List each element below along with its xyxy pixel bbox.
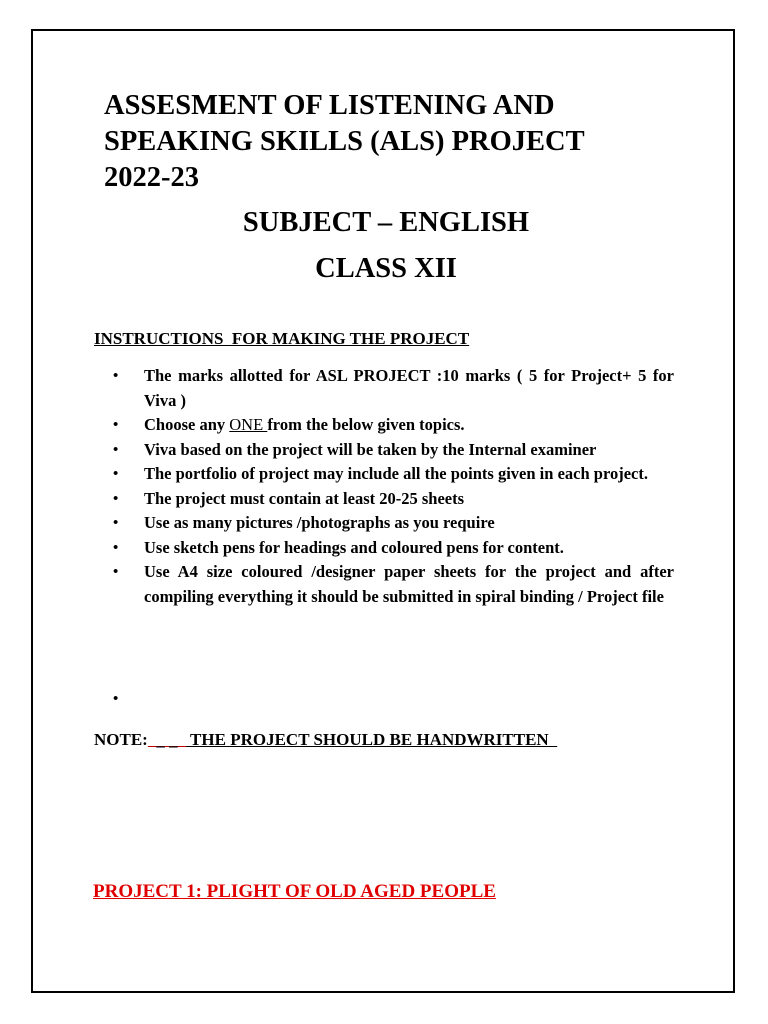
- instruction-text: The marks allotted for ASL PROJECT :10 marks ( 5 for Project+ 5 for Viva ): [144, 366, 674, 410]
- list-item: [113, 364, 674, 413]
- note-label: NOTE:: [94, 730, 148, 749]
- list-item: [113, 438, 674, 463]
- instruction-text-after: from the below given topics.: [267, 415, 465, 434]
- instructions-heading: INSTRUCTIONS FOR MAKING THE PROJECT: [94, 329, 470, 348]
- instruction-text: The portfolio of project may include all the points given in each project.: [144, 464, 648, 483]
- document-title: [104, 88, 664, 196]
- bullet-icon: •: [113, 417, 119, 433]
- list-item: [113, 413, 674, 438]
- instruction-text: Viva based on the project will be taken by the Internal examiner: [144, 439, 597, 459]
- title-line-2: SPEAKING SKILLS (ALS) PROJECT: [104, 126, 585, 157]
- list-item: [113, 536, 674, 561]
- instruction-text-before: Choose any: [144, 415, 230, 434]
- project-heading: PROJECT 1: PLIGHT OF OLD AGED PEOPLE: [93, 881, 496, 902]
- list-item: [113, 462, 674, 487]
- note-line: [94, 729, 557, 751]
- bullet-icon: •: [113, 441, 119, 458]
- title-line-3: 2022-23: [104, 162, 199, 193]
- instruction-text: The project must contain at least 20-25 sheets: [144, 488, 465, 508]
- bullet-icon: •: [113, 368, 119, 384]
- instruction-emphasis: ONE: [229, 415, 268, 434]
- empty-bullet-icon: •: [113, 691, 119, 707]
- instruction-text: Use A4 size coloured /designer paper sheets for the project and after compiling everything it should be submitted in spiral binding / Project file: [144, 562, 674, 606]
- instruction-text: Use as many pictures /photographs as you require: [144, 513, 495, 532]
- note-gap: _ _: [147, 730, 187, 749]
- list-item: [113, 511, 674, 536]
- list-item: [113, 487, 674, 512]
- bullet-icon: •: [113, 515, 119, 531]
- instructions-list: [113, 364, 674, 609]
- bullet-icon: •: [113, 564, 119, 580]
- list-item: [113, 560, 674, 609]
- class-heading: CLASS XII: [315, 253, 457, 284]
- bullet-icon: •: [113, 539, 119, 556]
- subject-heading: SUBJECT – ENGLISH: [242, 207, 530, 238]
- bullet-icon: •: [113, 466, 119, 482]
- note-text: THE PROJECT SHOULD BE HANDWRITTEN: [186, 730, 558, 749]
- instruction-text: Use sketch pens for headings and coloured pens for content.: [144, 537, 564, 557]
- title-line-1: ASSESMENT OF LISTENING AND: [104, 90, 555, 121]
- bullet-icon: •: [113, 490, 119, 507]
